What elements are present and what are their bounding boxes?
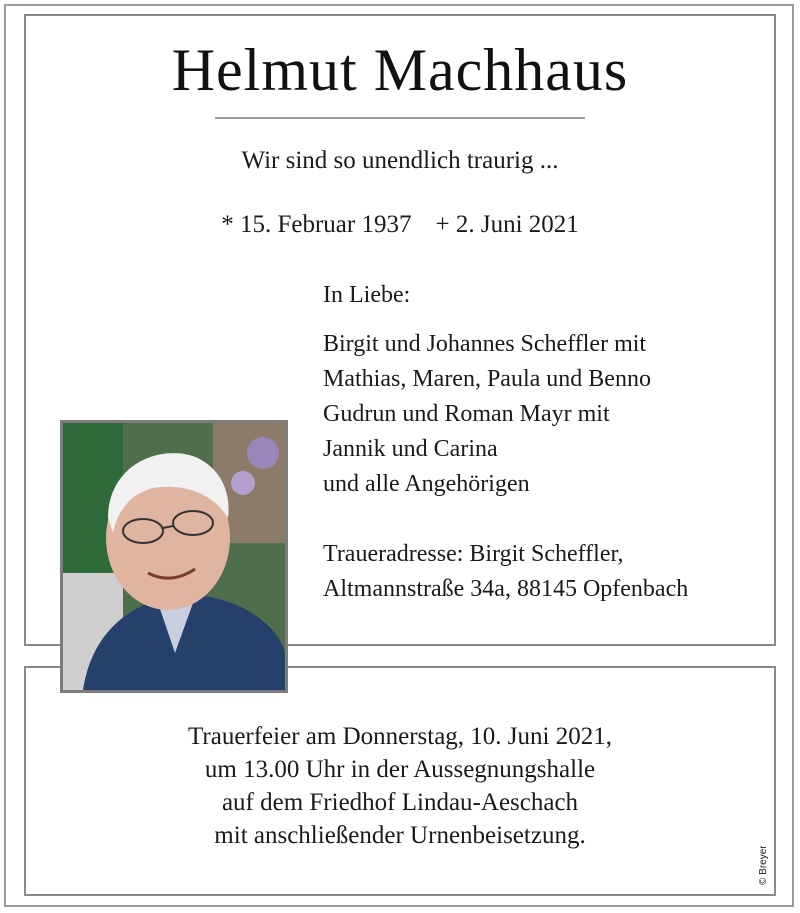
mourner-line: Mathias, Maren, Paula und Benno (323, 366, 651, 392)
mourner-line: Jannik und Carina (323, 436, 498, 462)
deceased-name: Helmut Machhaus (171, 37, 629, 103)
mourning-address (323, 537, 688, 607)
address-line: Altmannstraße 34a, 88145 Opfenbach (323, 576, 689, 602)
motto-text: Wir sind so unendlich traurig ... (241, 147, 559, 174)
ceremony-line: um 13.00 Uhr in der Aussegnungshalle (204, 756, 596, 783)
mourner-line: Gudrun und Roman Mayr mit (323, 401, 610, 427)
address-line: Traueradresse: Birgit Scheffler, (323, 541, 624, 567)
ceremony-details (0, 720, 800, 852)
mourners-list (323, 327, 651, 502)
ceremony-line: mit anschließender Urnenbeisetzung. (214, 822, 586, 849)
ceremony-line: auf dem Friedhof Lindau-Aeschach (221, 789, 579, 816)
portrait-photo (60, 420, 288, 693)
life-dates (0, 210, 800, 240)
portrait-illustration (63, 423, 285, 690)
mourner-line: und alle Angehörigen (323, 471, 530, 497)
title-divider (215, 117, 585, 119)
birth-date: * 15. Februar 1937 (221, 211, 412, 238)
ceremony-line: Trauerfeier am Donnerstag, 10. Juni 2021, (188, 723, 612, 750)
in-love-heading: In Liebe: (323, 282, 411, 308)
death-date: + 2. Juni 2021 (435, 211, 579, 238)
photo-credit: © Breyer (758, 845, 769, 885)
mourner-line: Birgit und Johannes Scheffler mit (323, 331, 647, 357)
